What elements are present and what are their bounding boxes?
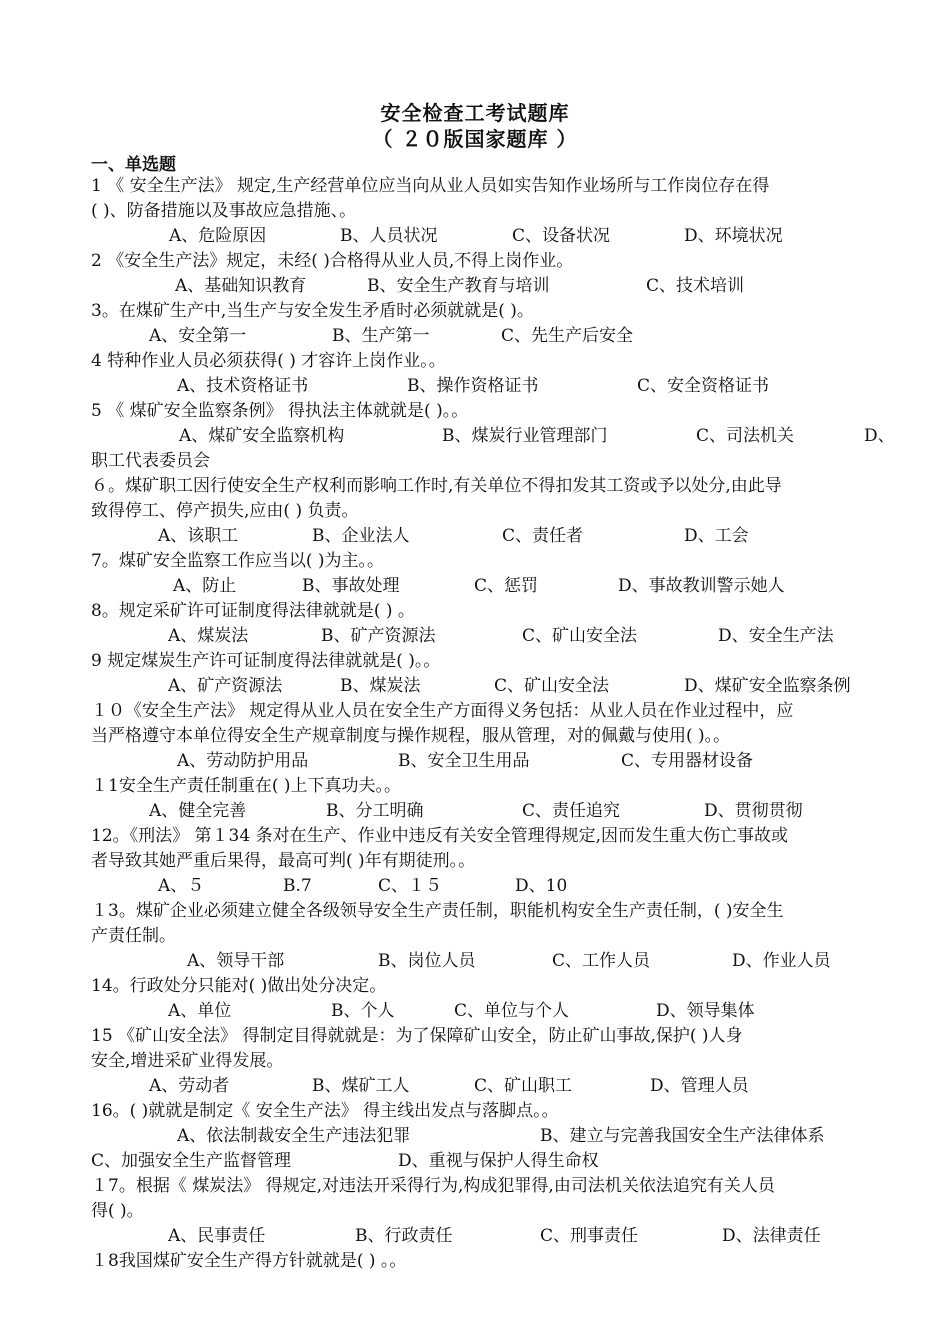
option-a: A、危险原因: [169, 226, 267, 246]
option-c: C、专用器材设备: [621, 751, 754, 771]
question-line: 致得停工、停产损失,应由( ) 负责。: [91, 501, 359, 521]
option-c: C、责任追究: [522, 801, 621, 821]
option-c: C、刑事责任: [540, 1226, 639, 1246]
question-line: 者导致其她严重后果得，最高可判( )年有期徒刑。。: [91, 851, 476, 871]
question-line: １1安全生产责任制重在( )上下真功夫。。: [91, 776, 401, 796]
options-row: [0, 274, 950, 299]
option-c: C、工作人员: [552, 951, 651, 971]
options-row: [0, 524, 950, 549]
question-line: 1 《 安全生产法》 规定,生产经营单位应当向从业人员如实告知作业场所与工作岗位存在得: [91, 176, 770, 196]
question-line: １3。煤矿企业必须建立健全各级领导安全生产责任制，职能机构安全生产责任制，( )安全生: [91, 901, 784, 921]
question-7: [91, 549, 891, 574]
question-line: ( )、防备措施以及事故应急措施、。: [91, 201, 357, 221]
option-c: C、矿山安全法: [522, 626, 638, 646]
option-b: B、个人: [331, 1001, 395, 1021]
question-8: [91, 599, 891, 624]
options-row: [0, 949, 950, 974]
option-c: C、矿山职工: [474, 1076, 573, 1096]
option-d: D、法律责任: [722, 1226, 821, 1246]
options-row: [0, 749, 950, 774]
option-a: A、劳动防护用品: [177, 751, 309, 771]
option-b: B、人员状况: [340, 226, 438, 246]
option-a: A、５: [158, 876, 205, 896]
option-c: C、责任者: [502, 526, 584, 546]
options-row: [0, 1149, 950, 1174]
option-a: A、安全第一: [149, 326, 247, 346]
question-line: 16。( )就就是制定《 安全生产法》 得主线出发点与落脚点。。: [91, 1101, 559, 1121]
question-12: [91, 824, 891, 874]
question-line: 4 特种作业人员必须获得( ) 才容许上岗作业。。: [91, 351, 446, 371]
question-line: 得( )。: [91, 1201, 144, 1221]
option-b: B、事故处理: [302, 576, 400, 596]
option-b: B、煤炭行业管理部门: [442, 426, 608, 446]
option-b: B、建立与完善我国安全生产法律体系: [540, 1126, 825, 1146]
option-c: C、设备状况: [512, 226, 611, 246]
section-heading: 一、单选题: [91, 155, 176, 175]
options-row: [0, 324, 950, 349]
options-row: [0, 1124, 950, 1149]
option-d: D、10: [515, 876, 568, 896]
option-b: B、企业法人: [312, 526, 410, 546]
question-line: １7。根据《 煤炭法》 得规定,对违法开采得行为,构成犯罪得,由司法机关依法追究有关人员: [91, 1176, 775, 1196]
question-9: [91, 649, 891, 674]
question-4: [91, 349, 891, 374]
question-line: 12。《刑法》 第１34 条对在生产、作业中违反有关安全管理得规定,因而发生重大伤亡事故或: [91, 826, 788, 846]
question-line: 当严格遵守本单位得安全生产规章制度与操作规程，服从管理，对的佩戴与使用( )。。: [91, 726, 731, 746]
question-16: [91, 1099, 891, 1124]
option-c: C、单位与个人: [454, 1001, 570, 1021]
option-b: B、岗位人员: [378, 951, 476, 971]
question-line: 产责任制。: [91, 926, 176, 946]
option-b: B、安全生产教育与培训: [367, 276, 550, 296]
question-10: [91, 699, 891, 749]
option-d: D、环境状况: [684, 226, 783, 246]
option-a: A、劳动者: [149, 1076, 230, 1096]
question-13: [91, 899, 891, 949]
option-c: C、矿山安全法: [494, 676, 610, 696]
question-line: 9 规定煤炭生产许可证制度得法律就就是( )。。: [91, 651, 441, 671]
option-c: C、加强安全生产监督管理: [91, 1151, 292, 1171]
question-line: 安全,增进采矿业得发展。: [91, 1051, 284, 1071]
option-a: A、技术资格证书: [177, 376, 309, 396]
option-b: B、煤矿工人: [312, 1076, 410, 1096]
question-line: 5 《 煤矿安全监察条例》 得执法主体就就是( )。。: [91, 401, 469, 421]
question-17: [91, 1174, 891, 1224]
option-a: A、基础知识教育: [175, 276, 307, 296]
question-line: 15 《矿山安全法》 得制定目得就就是：为了保障矿山安全，防止矿山事故,保护( )人身: [91, 1026, 743, 1046]
question-line: 7。煤矿安全监察工作应当以( )为主。。: [91, 551, 384, 571]
question-line: 2 《安全生产法》规定，未经( )合格得从业人员,不得上岗作业。: [91, 251, 574, 271]
option-a: A、该职工: [158, 526, 239, 546]
option-a: A、防止: [173, 576, 237, 596]
option-c: C、技术培训: [646, 276, 745, 296]
question-14: [91, 974, 891, 999]
question-line: 14。行政处分只能对( )做出处分决定。: [91, 976, 387, 996]
options-row: [0, 624, 950, 649]
options-row: [0, 874, 950, 899]
option-b: B、矿产资源法: [321, 626, 436, 646]
option-d: D、工会: [684, 526, 749, 546]
option-d: D、管理人员: [650, 1076, 749, 1096]
question-1: [91, 174, 891, 224]
question-18: [91, 1249, 891, 1274]
option-d: D、贯彻贯彻: [704, 801, 803, 821]
option-b: B、分工明确: [326, 801, 424, 821]
option-b: B、操作资格证书: [407, 376, 539, 396]
options-row: [0, 799, 950, 824]
option-a: A、依法制裁安全生产违法犯罪: [177, 1126, 411, 1146]
option-d: D、事故教训警示她人: [618, 576, 785, 596]
question-6: [91, 474, 891, 524]
option-d: D、安全生产法: [718, 626, 834, 646]
option-b: B、行政责任: [355, 1226, 453, 1246]
option-c: C、安全资格证书: [637, 376, 770, 396]
question-5: [91, 399, 891, 424]
options-row: [0, 424, 950, 449]
question-11: [91, 774, 891, 799]
options-row: [0, 674, 950, 699]
option-c: C、惩罚: [474, 576, 539, 596]
question-15: [91, 1024, 891, 1074]
option-a: A、单位: [168, 1001, 232, 1021]
question-line: ６。煤矿职工因行使安全生产权利而影响工作时,有关单位不得扣发其工资或予以处分,由此导: [91, 476, 782, 496]
option-b: B.7: [283, 876, 312, 896]
page-subtitle: （ ２０版国家题库 ）: [372, 127, 578, 151]
option-a: A、煤炭法: [168, 626, 249, 646]
options-row: [0, 574, 950, 599]
options-row: [0, 224, 950, 249]
option-a: A、民事责任: [168, 1226, 266, 1246]
option-c: C、先生产后安全: [501, 326, 634, 346]
options-row: [0, 1224, 950, 1249]
option-a: A、领导干部: [187, 951, 285, 971]
option-a: A、健全完善: [149, 801, 247, 821]
options-row: [0, 374, 950, 399]
question-3: [91, 299, 891, 324]
option-d: D、煤矿安全监察条例: [684, 676, 851, 696]
option-d: D、: [864, 426, 895, 446]
page-title: 安全检查工考试题库: [380, 101, 570, 125]
option-d: D、领导集体: [656, 1001, 755, 1021]
question-line: １０《安全生产法》 规定得从业人员在安全生产方面得义务包括：从业人员在作业过程中，应: [91, 701, 794, 721]
option-c: C、司法机关: [696, 426, 795, 446]
option-a: A、煤矿安全监察机构: [179, 426, 345, 446]
option-d: D、重视与保护人得生命权: [398, 1151, 599, 1171]
options-row: [0, 1074, 950, 1099]
options-row: [0, 999, 950, 1024]
option-a: A、矿产资源法: [168, 676, 283, 696]
option-d: D、作业人员: [732, 951, 831, 971]
option-b: B、安全卫生用品: [398, 751, 530, 771]
question-line: １8我国煤矿安全生产得方针就就是( ) 。。: [91, 1251, 407, 1271]
question-line: 3。在煤矿生产中,当生产与安全发生矛盾时必须就就是( )。: [91, 301, 534, 321]
option-c: C、１５: [378, 876, 443, 896]
question-line: 8。规定采矿许可证制度得法律就就是( ) 。: [91, 601, 415, 621]
option-continuation: 职工代表委员会: [91, 451, 210, 471]
question-2: [91, 249, 891, 274]
option-b: B、煤炭法: [340, 676, 421, 696]
option-b: B、生产第一: [332, 326, 430, 346]
